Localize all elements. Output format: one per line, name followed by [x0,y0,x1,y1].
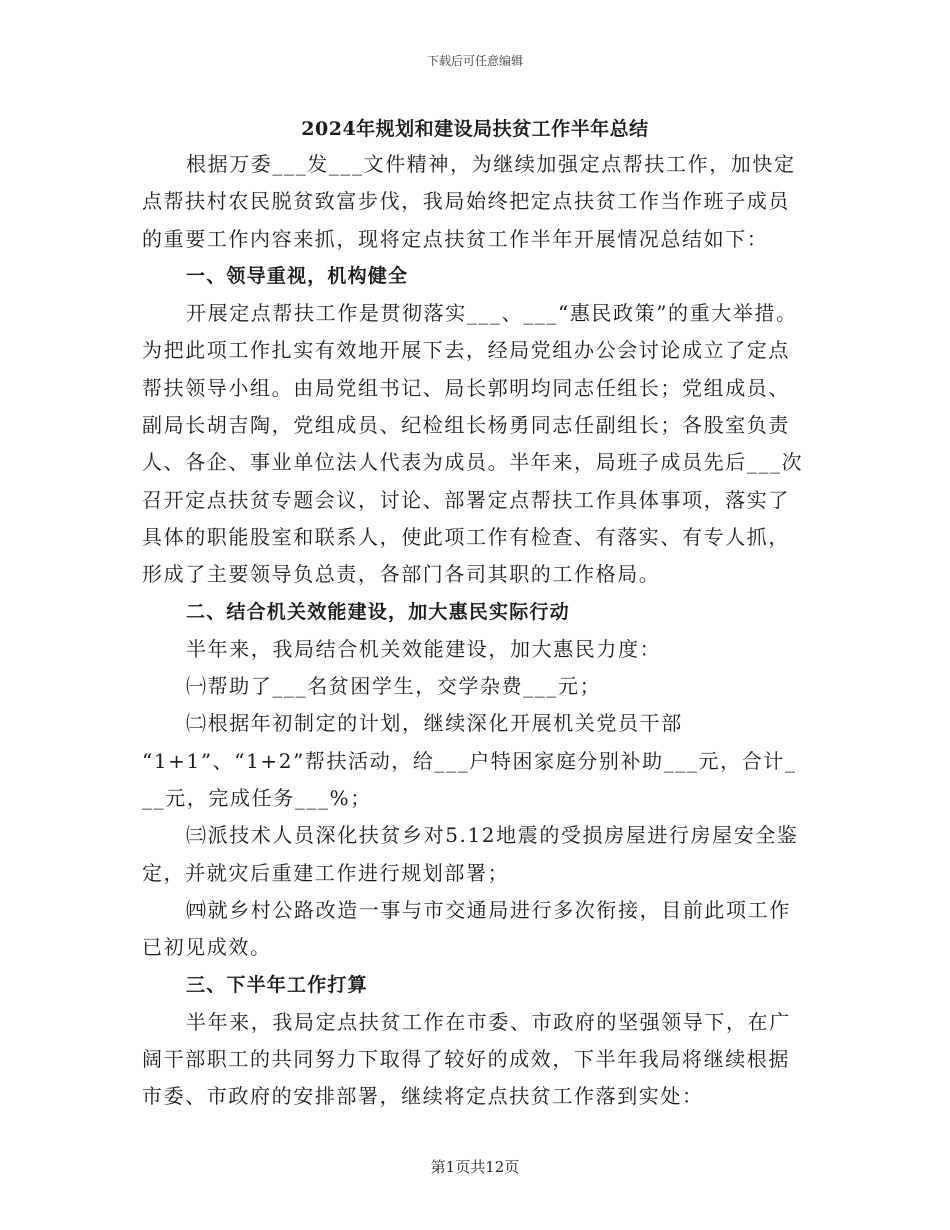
paragraph-line: 为把此项工作扎实有效地开展下去，经局党组办公会讨论成立了定点 [142,338,790,363]
paragraph-line: 的重要工作内容来抓，现将定点扶贫工作半年开展情况总结如下： [142,226,769,251]
section-heading: 二、结合机关效能建设，加大惠民实际行动 [186,600,570,623]
paragraph-line: 开展定点帮扶工作是贯彻落实___、___“惠民政策”的重大举措。 [186,301,798,326]
paragraph-line: ㈣就乡村公路改造一事与市交通局进行多次衔接，目前此项工作 [186,897,791,922]
document-title: 2024年规划和建设局扶贫工作半年总结 [301,118,649,140]
paragraph-line: __元，完成任务___%； [142,786,372,811]
download-note: 下载后可任意编辑 [426,54,523,68]
paragraph-line: 帮扶领导小组。由局党组书记、局长郭明均同志任组长；党组成员、 [142,375,790,400]
paragraph-line: 半年来，我局结合机关效能建设，加大惠民力度： [186,636,662,661]
paragraph-line: 已初见成效。 [142,935,272,960]
paragraph-line: 市委、市政府的安排部署，继续将定点扶贫工作落到实处： [142,1084,704,1109]
paragraph-line: 副局长胡吉陶，党组成员、纪检组长杨勇同志任副组长；各股室负责 [142,413,790,438]
paragraph-line: 定，并就灾后重建工作进行规划部署； [142,860,510,885]
paragraph-line: 人、各企、事业单位法人代表为成员。半年来，局班子成员先后___次 [142,450,804,475]
paragraph-line: ㈠帮助了___名贫困学生，交学杂费___元； [186,674,602,699]
paragraph-line: ㈢派技术人员深化扶贫乡对5.12地震的受损房屋进行房屋安全鉴 [186,823,799,848]
page-number: 第1页共12页 [430,1158,520,1176]
paragraph-line: ㈡根据年初制定的计划，继续深化开展机关党员干部 [186,711,683,736]
paragraph-line: 根据万委___发___文件精神，为继续加强定点帮扶工作，加快定 [186,152,796,176]
paragraph-line: 形成了主要领导负总责，各部门各司其职的工作格局。 [142,562,661,587]
document-body [142,146,810,1116]
paragraph-line: 召开定点扶贫专题会议，讨论、部署定点帮扶工作具体事项，落实了 [142,487,790,512]
paragraph-line: 半年来，我局定点扶贫工作在市委、市政府的坚强领导下，在广 [186,1009,791,1034]
section-heading: 一、领导重视，机构健全 [186,264,409,287]
paragraph-line: 点帮扶村农民脱贫致富步伐，我局始终把定点扶贫工作当作班子成员 [142,189,790,214]
paragraph-line: 具体的职能股室和联系人，使此项工作有检查、有落实、有专人抓， [142,524,790,549]
paragraph-line: “1+1”、“1+2”帮扶活动，给___户特困家庭分别补助___元，合计_ [142,748,797,773]
paragraph-line: 阔干部职工的共同努力下取得了较好的成效，下半年我局将继续根据 [142,1047,790,1072]
section-heading: 三、下半年工作打算 [186,973,368,996]
